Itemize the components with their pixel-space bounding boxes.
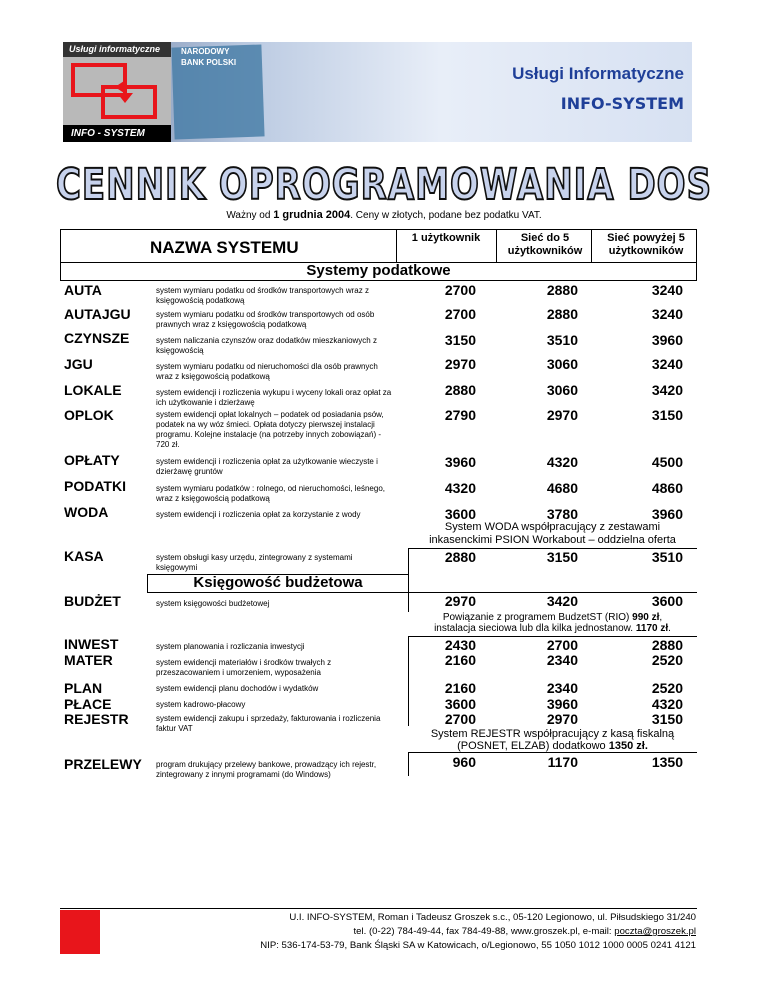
row-price-2: 4680 xyxy=(546,480,578,496)
row-price-2: 4320 xyxy=(546,454,578,470)
logo-top-label: Usługi informatyczne xyxy=(63,42,171,57)
footer-contact: tel. (0-22) 784-49-44, fax 784-49-88, www.groszek.pl, e-mail: xyxy=(353,926,612,937)
row-price-2: 3150 xyxy=(546,549,578,565)
row-price-1: 2430 xyxy=(444,637,476,653)
row-price-3: 3240 xyxy=(651,356,683,372)
row-price-2: 2340 xyxy=(546,652,578,668)
row-code: OPŁATY xyxy=(64,452,120,468)
row-price-2: 2880 xyxy=(546,282,578,298)
row-price-2: 3060 xyxy=(546,382,578,398)
row-code: WODA xyxy=(64,504,109,520)
row-price-1: 3600 xyxy=(444,506,476,522)
section1-separator xyxy=(60,280,697,281)
row-price-2: 2340 xyxy=(546,680,578,696)
validity-post: . Ceny w złotych, podane bez podatku VAT. xyxy=(350,210,542,221)
row-price-1: 2880 xyxy=(444,382,476,398)
row-price-3: 3510 xyxy=(651,549,683,565)
row-price-1: 2790 xyxy=(444,407,476,423)
header-banner xyxy=(63,42,692,142)
row-code: AUTA xyxy=(64,282,102,298)
row-price-3: 4860 xyxy=(651,480,683,496)
banner-subtitle: INFO-SYSTEM xyxy=(560,94,684,113)
row-code: PLAN xyxy=(64,680,103,696)
row-code: CZYNSZE xyxy=(64,330,130,346)
col-sep-2 xyxy=(496,229,497,262)
row-desc: system ewidencji materiałów i środków trwałych z przeszacowaniem i umorzeniem, wyposażenia xyxy=(156,658,332,677)
footer-line-2 xyxy=(354,926,697,937)
row-code: KASA xyxy=(64,548,104,564)
name-header: NAZWA SYSTEMU xyxy=(150,238,299,257)
row-desc: system kadrowo-płacowy xyxy=(156,700,246,709)
section2-bottom xyxy=(147,592,409,593)
col-sep-3 xyxy=(591,229,592,262)
row-code: OPLOK xyxy=(64,407,114,423)
row-price-1: 2880 xyxy=(444,549,476,565)
rejestr-note-1: System REJESTR współpracujący z kasą fiskalną xyxy=(430,728,675,740)
section-title-budget: Księgowość budżetowa xyxy=(193,574,363,591)
row-price-2: 1170 xyxy=(547,754,578,770)
row-desc: system ewidencji planu dochodów i wydatków xyxy=(156,684,319,693)
row-desc: system wymiaru podatków : rolnego, od nieruchomości, leśnego, wraz z księgowością podatkową xyxy=(156,484,385,503)
row-price-2: 3420 xyxy=(546,593,578,609)
row-code: MATER xyxy=(64,652,113,668)
banknote-text: NARODOWY BANK POLSKI xyxy=(181,47,237,67)
col-header-3: Sieć powyżej 5 użytkowników xyxy=(607,232,685,257)
rejestr-note-2 xyxy=(408,740,697,753)
row-price-3: 3960 xyxy=(651,332,683,348)
row-price-3: 4500 xyxy=(651,454,683,470)
row-price-2: 2700 xyxy=(546,637,578,653)
banner-title: Usługi Informatyczne xyxy=(512,64,684,83)
row-desc: system obsługi kasy urzędu, zintegrowany z systemami księgowymi xyxy=(156,553,353,572)
row-desc: system księgowości budżetowej xyxy=(156,599,270,608)
row-desc: system ewidencji i rozliczenia opłat za użytkowanie wieczyste i dzierżawę gruntów xyxy=(156,457,378,476)
row-desc: system ewidencji opłat lokalnych – podatek od posiadania psów, podatek na wy wóz śmieci. Opłata dotyczy pierwszej instalacji programu. Kolejne instalacje (na potrzeby innych zobowiązań) - 720 zł. xyxy=(156,410,384,449)
row-price-2: 2970 xyxy=(546,407,578,423)
row-price-1: 3960 xyxy=(444,454,476,470)
row-price-1: 2700 xyxy=(444,711,476,727)
row-price-3: 2520 xyxy=(651,680,683,696)
row-price-2: 3060 xyxy=(546,356,578,372)
row-price-2: 3960 xyxy=(546,696,578,712)
table-border-top xyxy=(60,229,697,230)
row-price-3: 3240 xyxy=(651,306,683,322)
footer-accent-bar xyxy=(60,910,100,954)
row-price-2: 3780 xyxy=(546,506,578,522)
footer-email-link[interactable]: poczta@groszek.pl xyxy=(614,926,696,937)
validity-date: 1 grudnia 2004 xyxy=(273,209,351,221)
row-price-1: 2160 xyxy=(444,680,476,696)
budzet-note-1-text: Powiązanie z programem BudzetST (RIO) xyxy=(442,612,630,623)
row-price-2: 3510 xyxy=(546,332,578,348)
row-price-1: 2970 xyxy=(444,593,476,609)
row-price-3: 3960 xyxy=(651,506,683,522)
row-desc: system wymiaru podatku od nieruchomości dla osób prawnych wraz z księgowością podatkową xyxy=(156,362,378,381)
row-price-1: 4320 xyxy=(444,480,476,496)
row-price-2: 2880 xyxy=(546,306,578,322)
row-price-3: 2520 xyxy=(651,652,683,668)
row-code: INWEST xyxy=(64,636,119,652)
row-desc: system ewidencji zakupu i sprzedaży, fakturowania i rozliczenia faktur VAT xyxy=(156,714,381,733)
row-code: BUDŻET xyxy=(64,593,121,609)
row-price-3: 3150 xyxy=(651,407,683,423)
row-price-1: 2160 xyxy=(444,652,476,668)
row-desc: system naliczania czynszów oraz dodatków mieszkaniowych z księgowością xyxy=(156,336,377,355)
footer-line-3: NIP: 536-174-53-79, Bank Śląski SA w Katowicach, o/Legionowo, 55 1050 1012 1000 0005 0241 4121 xyxy=(260,940,696,951)
row-price-1: 3150 xyxy=(444,332,476,348)
row-price-1: 2700 xyxy=(444,282,476,298)
row-price-3: 3420 xyxy=(651,382,683,398)
row-desc: program drukujący przelewy bankowe, prowadzący ich rejestr, zintegrowany z innymi programami (do Windows) xyxy=(156,760,377,779)
logo-arrows-icon xyxy=(63,57,171,125)
col-header-1: 1 użytkownik xyxy=(411,232,481,244)
row-desc: system wymiaru podatku od środków transportowych wraz z księgowością podatkową xyxy=(156,286,369,305)
row-price-3: 1350 xyxy=(651,754,683,770)
row-desc: system ewidencji i rozliczenia opłat za korzystanie z wody xyxy=(156,510,361,519)
woda-note-1: System WODA współpracujący z zestawami xyxy=(444,521,661,533)
row-desc: system planowania i rozliczania inwestycji xyxy=(156,642,305,651)
row-price-3: 4320 xyxy=(651,696,683,712)
rejestr-note-2-text: (POSNET, ELZAB) dodatkowo xyxy=(457,740,606,752)
budzet-note-2-text: instalacja sieciowa lub dla kilka jednostanow. xyxy=(434,623,634,634)
row-code: JGU xyxy=(64,356,93,372)
page-title: CENNIK OPROGRAMOWANIA DOS xyxy=(55,160,713,210)
row-price-1: 960 xyxy=(452,754,476,770)
row-price-1: 2970 xyxy=(444,356,476,372)
row-price-3: 2880 xyxy=(651,637,683,653)
company-logo xyxy=(63,57,171,125)
row-price-3: 3150 xyxy=(651,711,683,727)
woda-note-2: inkasenckimi PSION Workabout – oddzielna oferta xyxy=(429,534,676,546)
budzet-note-1: Powiązanie z programem BudzetST (RIO) 990 zł, xyxy=(442,612,663,623)
rejestr-note-2-price: 1350 zł. xyxy=(608,740,648,752)
row-code: REJESTR xyxy=(64,711,129,727)
budzet-note-2-price: 1170 zł xyxy=(635,623,669,634)
row-price-3: 3600 xyxy=(651,593,683,609)
footer-line-1: U.I. INFO-SYSTEM, Roman i Tadeusz Groszek s.c., 05-120 Legionowo, ul. Piłsudskiego 31/240 xyxy=(289,912,696,923)
budzet-note-1-price: 990 zł xyxy=(632,612,660,623)
row-code: LOKALE xyxy=(64,382,122,398)
section-title-tax: Systemy podatkowe xyxy=(306,262,451,279)
footer-divider xyxy=(60,908,697,909)
row-price-1: 2700 xyxy=(444,306,476,322)
row-code: PŁACE xyxy=(64,696,112,712)
row-price-2: 2970 xyxy=(546,711,578,727)
row-code: PRZELEWY xyxy=(64,756,142,772)
row-price-1: 3600 xyxy=(444,696,476,712)
row-price-3: 3240 xyxy=(651,282,683,298)
validity-note xyxy=(0,209,768,221)
validity-pre: Ważny od xyxy=(226,210,271,221)
row-code: AUTAJGU xyxy=(64,306,131,322)
logo-bottom-label: INFO - SYSTEM xyxy=(63,125,171,142)
row-desc: system ewidencji i rozliczenia wykupu i wyceny lokali oraz opłat za ich użytkowanie i dzierżawę xyxy=(156,388,392,407)
col-header-2: Sieć do 5 użytkowników xyxy=(507,232,583,257)
row-code: PODATKI xyxy=(64,478,126,494)
row-desc: system wymiaru podatku od środków transportowych od osób prawnych wraz z księgowością podatkową xyxy=(156,310,375,329)
budzet-note-2: instalacja sieciowa lub dla kilka jednostanow. 1170 zł. xyxy=(434,623,671,634)
